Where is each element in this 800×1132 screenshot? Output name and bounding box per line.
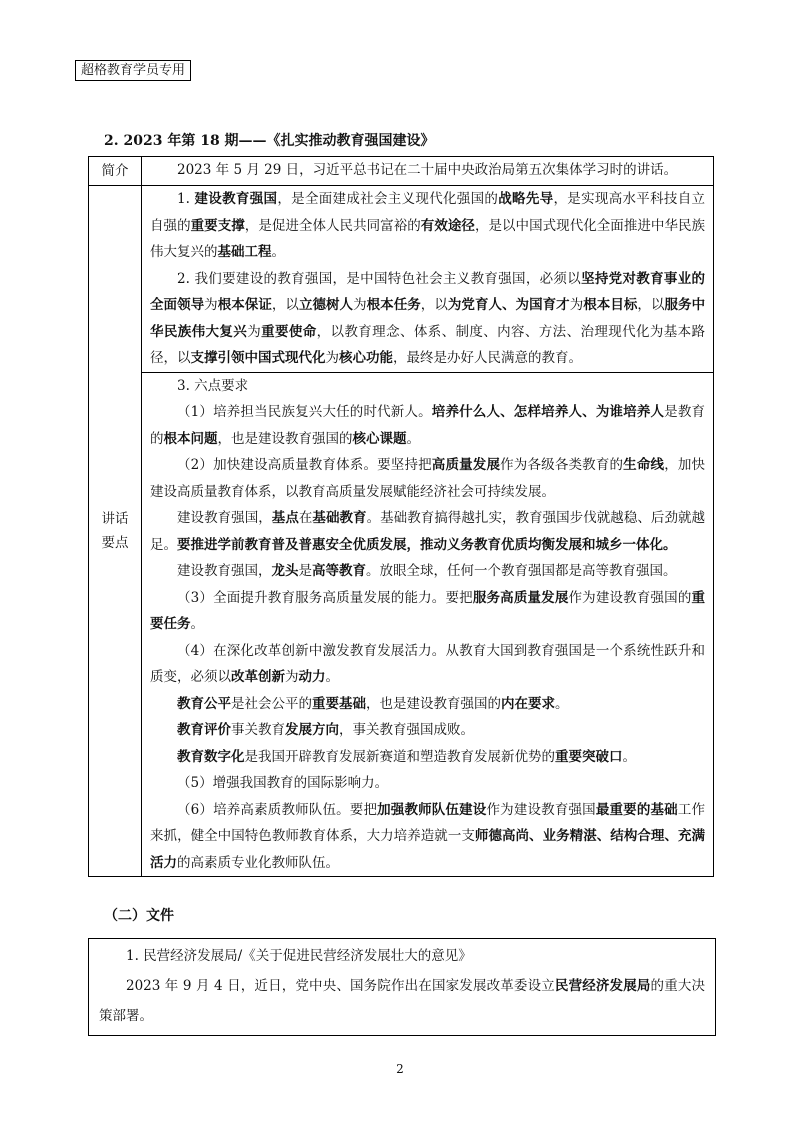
intro-cell [142, 157, 714, 186]
text-run: 为 [353, 297, 367, 313]
text-run: 是我国开辟教育发展新赛道和塑造教育发展新优势的 [244, 748, 555, 765]
requirement-4-fairness [150, 691, 705, 718]
text-run: ，是全面建成社会主义现代化强国的 [277, 191, 499, 207]
bold-phrase: 教育公平 [177, 695, 231, 712]
intro-row [89, 157, 714, 186]
text-run: （1）培养担当民族复兴大任的时代新人。 [177, 404, 432, 420]
bold-phrase: 教育数字化 [177, 748, 245, 765]
bold-phrase: 基点 [271, 510, 299, 526]
documents-subtitle: （二）文件 [104, 908, 174, 924]
section-title: 2. 2023 年第 18 期——《扎实推动教育强国建设》 [104, 133, 435, 149]
bold-phrase: 核心功能 [339, 350, 393, 366]
text-run: ，最终是办好人民满意的教育。 [393, 350, 582, 366]
text-run: 是社会公平的 [231, 695, 312, 712]
text-run: 建设教育强国， [177, 563, 272, 579]
text-run: 。 [555, 695, 569, 712]
bold-phrase: 要推进学前教育普及普惠安全优质发展，推动义务教育优质均衡发展和城乡一体化。 [177, 536, 677, 553]
text-run: 是教育的 [150, 404, 706, 447]
requirement-4-digitalization [150, 744, 705, 771]
bold-phrase: 教育评价 [177, 722, 231, 738]
bold-phrase: 战略先导 [498, 191, 554, 207]
bold-phrase: 建设教育强国 [194, 191, 278, 207]
bold-phrase: 立德树人 [298, 297, 354, 313]
text-run: （3）全面提升教育服务高质量发展的能力。要把 [177, 589, 473, 606]
bold-phrase: 加强教师队伍建设 [377, 801, 487, 818]
text-run: ，也是建设教育强国的 [217, 430, 353, 447]
bold-phrase: 最重要的基础 [595, 801, 678, 818]
requirements-title: 3. 六点要求 [177, 377, 249, 394]
text-run: 为 [247, 323, 262, 340]
bold-phrase: 培养什么人、怎样培养人、为谁培养人 [431, 404, 665, 420]
requirement-4-evaluation [150, 717, 705, 744]
bold-phrase: 根本问题 [163, 430, 218, 447]
points-label-line-2: 要点 [101, 535, 129, 551]
page-number: 2 [396, 1062, 404, 1076]
bold-phrase: 根本任务 [366, 297, 421, 313]
text-run: 为 [285, 669, 299, 685]
text-run: 作为建设教育强国的 [568, 589, 692, 606]
bold-phrase: 重要任务 [150, 589, 706, 632]
text-run: 2023 年 9 月 4 日，近日，党中央、国务院作出在国家发展改革委设立 [126, 978, 555, 994]
bold-phrase: 内在要求 [501, 695, 555, 712]
text-run: 是 [298, 563, 312, 579]
requirement-6 [150, 797, 705, 877]
bold-phrase: 服务高质量发展 [472, 589, 569, 606]
requirement-2 [150, 452, 705, 505]
bold-phrase: 坚持党对教育事业的全面领导 [150, 270, 706, 313]
text-run: 。基础教育搞得越扎实，教育强国步伐就越稳、后劲就越足。 [150, 510, 706, 553]
text-run: ，也是建设教育强国的 [366, 695, 501, 712]
points-row [89, 186, 714, 373]
text-run: （5）增强我国教育的国际影响力。 [177, 775, 389, 791]
requirement-1 [150, 399, 705, 452]
text-run: 。 [622, 748, 636, 765]
paragraph-2 [150, 266, 705, 372]
text-run: 的重大决策部署。 [99, 978, 706, 1024]
text-run: 事关教育 [231, 722, 285, 738]
bold-phrase: 发展方向 [285, 722, 339, 738]
bold-phrase: 基础工程 [217, 244, 272, 260]
points-block-2 [142, 372, 714, 877]
text-run: 作为建设教育强国 [486, 801, 596, 818]
text-run: ，以 [637, 297, 665, 313]
requirement-3 [150, 585, 705, 638]
text-run: 为 [569, 297, 584, 313]
points-label-line-1: 讲话 [101, 511, 129, 527]
text-run: 。 [406, 430, 420, 447]
paragraph-1 [150, 186, 705, 266]
text-run: ，是实现高水平科技自立自强的 [150, 191, 706, 234]
text-run: （2）加快建设高质量教育体系。要坚持把 [177, 457, 432, 473]
bold-phrase: 为党育人、为国育才 [447, 297, 570, 313]
file-title: 1. 民营经济发展局/《关于促进民营经济发展壮大的意见》 [126, 948, 472, 964]
text-run: （6）培养高素质教师队伍。要把 [177, 801, 378, 818]
text-run: 为 [204, 297, 218, 313]
requirement-2-higher-education [150, 558, 705, 585]
text-run: 2. 我们要建设的教育强国，是中国特色社会主义教育强国，必须以 [177, 270, 582, 287]
points-label [89, 186, 142, 877]
text-run: ，是以中国式现代化全面推进中华民族伟大复兴的 [150, 217, 706, 260]
file-body [99, 971, 705, 1031]
bold-phrase: 重要支撑 [190, 217, 245, 234]
bold-phrase: 高质量发展 [431, 457, 501, 473]
watermark-stamp: 超格教育学员专用 [75, 60, 191, 81]
text-run: 工作来抓，健全中国特色教师教育体系，大力培养造就一支 [150, 801, 706, 844]
text-run: 。 [271, 244, 285, 260]
text-run: ，以 [271, 297, 299, 313]
text-run: 的高素质专业化教师队伍。 [177, 854, 339, 871]
text-run: 作为各级各类教育的 [500, 457, 624, 473]
file-box [88, 938, 716, 1036]
requirement-5 [150, 770, 705, 797]
bold-phrase: 重要基础 [312, 695, 366, 712]
intro-text: 2023 年 5 月 29 日，习近平总书记在二十届中央政治局第五次集体学习时的讲话。 [177, 162, 678, 178]
bold-phrase: 核心课题 [352, 430, 407, 447]
text-run: 。 [190, 616, 204, 632]
points-block-1 [142, 186, 714, 373]
bold-phrase: 支撑引领中国式现代化 [190, 350, 326, 366]
bold-phrase: 师德高尚、业务精湛、结构合理、充满活力 [150, 828, 706, 871]
speech-table [88, 156, 714, 877]
bold-phrase: 根本保证 [217, 297, 272, 313]
requirement-2-basic-education [150, 505, 705, 558]
bold-phrase: 有效途径 [420, 217, 475, 234]
text-run: ，加快建设高质量教育体系，以教育高质量发展赋能经济社会可持续发展。 [150, 457, 706, 500]
text-run: ，以教育理念、体系、制度、内容、方法、治理现代化为基本路径，以 [150, 323, 706, 366]
intro-label: 简介 [89, 157, 142, 186]
text-run: ，是促进全体人民共同富裕的 [244, 217, 421, 234]
bold-phrase: 高等教育 [312, 563, 366, 579]
text-run: 建设教育强国， [177, 510, 272, 526]
requirements-row [89, 372, 714, 877]
bold-phrase: 改革创新 [231, 669, 285, 685]
bold-phrase: 服务中华民族伟大复兴 [150, 297, 706, 340]
bold-phrase: 根本目标 [583, 297, 638, 313]
text-run: 1. [177, 191, 195, 207]
bold-phrase: 重要使命 [261, 323, 317, 340]
text-run: ，事关教育强国成败。 [339, 722, 474, 738]
bold-phrase: 生命线 [623, 457, 665, 473]
text-run: （4）在深化改革创新中激发教育发展活力。从教育大国到教育强国是一个系统性跃升和质变，必须以 [150, 642, 705, 685]
bold-phrase: 民营经济发展局 [554, 978, 651, 994]
text-run: 。 [325, 669, 339, 685]
text-run: 。放眼全球，任何一个教育强国都是高等教育强国。 [366, 563, 677, 579]
requirement-4 [150, 638, 705, 691]
bold-phrase: 基础教育 [312, 510, 367, 526]
text-run: 为 [325, 350, 339, 366]
text-run: 在 [298, 510, 313, 526]
bold-phrase: 动力 [298, 669, 326, 685]
bold-phrase: 龙头 [271, 563, 299, 579]
text-run: ，以 [420, 297, 448, 313]
bold-phrase: 重要突破口 [555, 748, 623, 765]
